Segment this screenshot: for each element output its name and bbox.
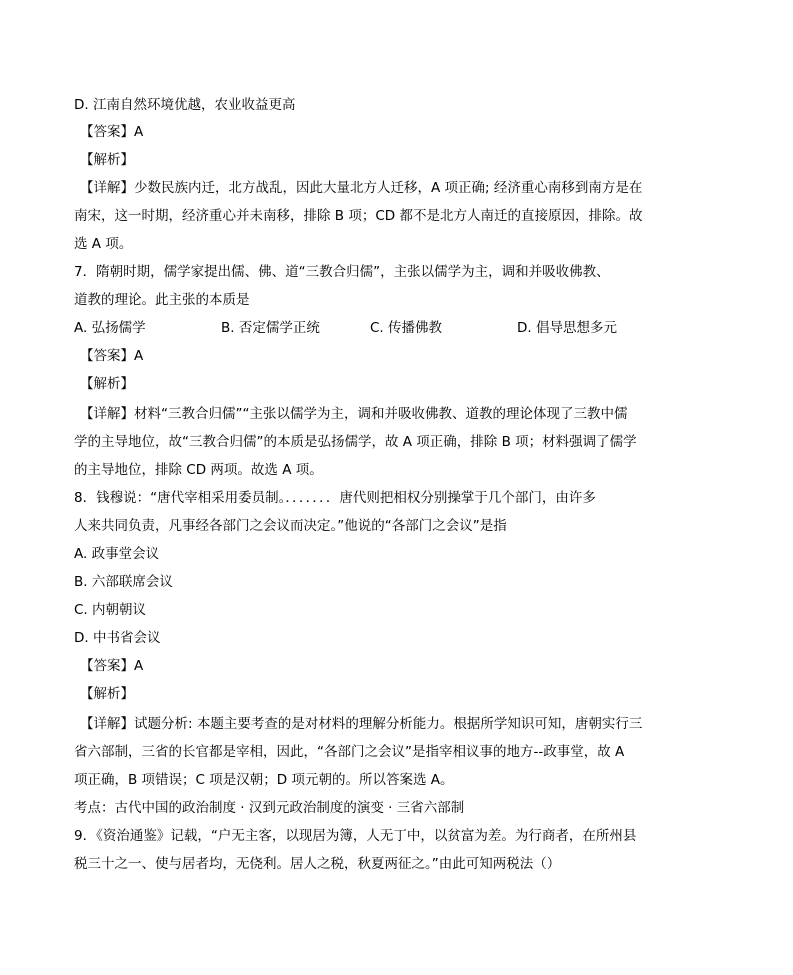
q7-analysis-label: 【解析】 [80,376,134,392]
q6-detail-line-2: 南宋，这一时期，经济重心并未南移，排除 B 项；CD 都不是北方人南迁的直接原因，排除。故 [74,208,643,224]
q8-option-d: D. 中书省会议 [74,630,161,646]
q6-option-d: D. 江南自然环境优越，农业收益更高 [74,97,296,113]
q7-option-d: D. 倡导思想多元 [517,320,617,336]
q8-kaodian: 考点：古代中国的政治制度 · 汉到元政治制度的演变 · 三省六部制 [74,800,465,816]
q7-detail-line-1: 【详解】材料“三教合归儒”“主张以儒学为主，调和并吸收佛教、道教的理论体现了三教中儒 [80,406,628,422]
q7-option-c: C. 传播佛教 [370,320,443,336]
q8-option-a: A. 政事堂会议 [74,546,160,562]
q8-detail-line-2: 省六部制，三省的长官都是宰相，因此，“各部门之会议”是指宰相议事的地方--政事堂，故 A [74,744,625,760]
q7-answer: 【答案】A [80,348,144,364]
q7-stem-line-2: 道教的理论。此主张的本质是 [74,292,250,308]
q6-analysis-label: 【解析】 [80,152,134,168]
q6-detail-line-1: 【详解】少数民族内迁，北方战乱，因此大量北方人迁移，A 项正确; 经济重心南移到南方是在 [80,180,643,196]
q7-stem-line-1: 7．隋朝时期，儒学家提出儒、佛、道“三教合归儒”，主张以儒学为主，调和并吸收佛教、 [74,264,610,280]
q8-detail-line-1: 【详解】试题分析: 本题主要考查的是对材料的理解分析能力。根据所学知识可知，唐朝实行三 [80,716,643,732]
q8-answer: 【答案】A [80,658,144,674]
q7-options [74,318,634,338]
q9-stem-line-2: 税三十之一、使与居者均，无侥利。居人之税，秋夏两征之。”由此可知两税法（） [74,856,561,872]
q7-detail-line-2: 学的主导地位，故“三教合归儒”的本质是弘扬儒学，故 A 项正确，排除 B 项；材料强调了儒学 [74,434,637,450]
q8-analysis-label: 【解析】 [80,686,134,702]
q6-answer: 【答案】A [80,124,144,140]
q8-detail-line-3: 项正确，B 项错误；C 项是汉朝；D 项元朝的。所以答案选 A。 [74,772,454,788]
q8-option-b: B. 六部联席会议 [74,574,173,590]
q8-stem-line-1: 8．钱穆说：“唐代宰相采用委员制。．．．．．．．唐代则把相权分别操掌于几个部门，由许多 [74,490,596,506]
q8-option-c: C. 内朝朝议 [74,602,147,618]
q7-option-a: A. 弘扬儒学 [74,320,146,336]
q7-option-b: B. 否定儒学正统 [221,320,320,336]
q8-stem-line-2: 人来共同负责，凡事经各部门之会议而决定。”他说的“各部门之会议”是指 [74,518,507,534]
q6-detail-line-3: 选 A 项。 [74,236,133,252]
q7-detail-line-3: 的主导地位，排除 CD 两项。故选 A 项。 [74,462,323,478]
q9-stem-line-1: 9．《资治通鉴》记载，“户无主客，以现居为簿，人无丁中，以贫富为差。为行商者，在所州县 [74,828,637,844]
